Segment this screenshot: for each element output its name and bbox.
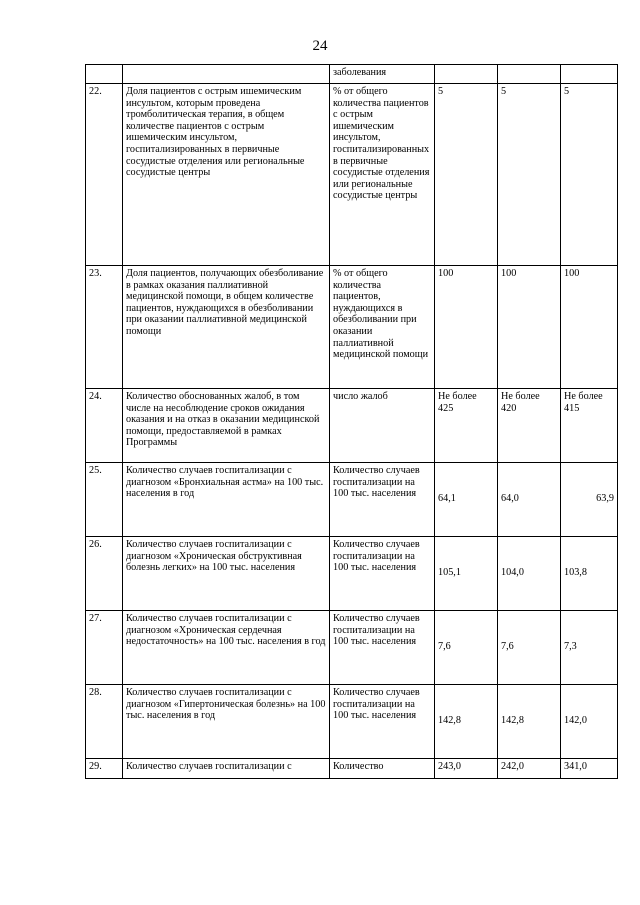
- value-cell: Не более 425: [435, 389, 498, 463]
- indicator-name: Количество случаев госпитализации с диагнозом «Хроническая сердечная недостаточность» на 100 тыс. населения в год: [123, 611, 330, 685]
- row-number: [86, 65, 123, 84]
- table-row: [86, 266, 618, 389]
- value-cell: 7,3: [561, 611, 618, 685]
- indicators-table: [85, 64, 618, 779]
- value-cell: 105,1: [435, 537, 498, 611]
- value-cell: [561, 65, 618, 84]
- unit-cell: Количество случаев госпитализации на 100 тыс. населения: [330, 463, 435, 537]
- value-cell: 142,8: [498, 685, 561, 759]
- value-cell: 5: [498, 84, 561, 266]
- indicator-name: [123, 65, 330, 84]
- row-number: 25.: [86, 463, 123, 537]
- table-row: [86, 537, 618, 611]
- value-cell: 100: [435, 266, 498, 389]
- table-row: [86, 463, 618, 537]
- value-cell: 64,0: [498, 463, 561, 537]
- value-cell: 142,0: [561, 685, 618, 759]
- value-cell: 142,8: [435, 685, 498, 759]
- unit-cell: % от общего количества пациентов с острым ишемическим инсультом, госпитализированных в первичные сосудистые отделения или региональные сосудистые центры: [330, 84, 435, 266]
- value-cell: 104,0: [498, 537, 561, 611]
- row-number: 26.: [86, 537, 123, 611]
- value-cell: 7,6: [435, 611, 498, 685]
- row-number: 23.: [86, 266, 123, 389]
- value-cell: 5: [561, 84, 618, 266]
- unit-cell: Количество случаев госпитализации на 100 тыс. населения: [330, 537, 435, 611]
- value-cell: 5: [435, 84, 498, 266]
- indicator-name: Доля пациентов, получающих обезболивание в рамках оказания паллиативной медицинской помощи, в общем количестве пациентов, нуждающихся в обезболивании при оказании паллиативной медицинской помощи: [123, 266, 330, 389]
- value-cell: 103,8: [561, 537, 618, 611]
- value-cell: Не более 415: [561, 389, 618, 463]
- unit-cell: заболевания: [330, 65, 435, 84]
- unit-cell: Количество: [330, 759, 435, 779]
- indicator-name: Количество обоснованных жалоб, в том числе на несоблюдение сроков ожидания оказания и на отказ в оказании медицинской помощи, предоставляемой в рамках Программы: [123, 389, 330, 463]
- row-number: 28.: [86, 685, 123, 759]
- value-cell: [498, 65, 561, 84]
- unit-cell: число жалоб: [330, 389, 435, 463]
- value-cell: [435, 65, 498, 84]
- indicator-name: Количество случаев госпитализации с диагнозом «Хроническая обструктивная болезнь легких» на 100 тыс. населения: [123, 537, 330, 611]
- row-number: 22.: [86, 84, 123, 266]
- table-row: [86, 685, 618, 759]
- value-cell: 100: [498, 266, 561, 389]
- value-cell: 242,0: [498, 759, 561, 779]
- indicator-name: Количество случаев госпитализации с диагнозом «Гипертоническая болезнь» на 100 тыс. населения в год: [123, 685, 330, 759]
- table-row: [86, 611, 618, 685]
- table-row: [86, 65, 618, 84]
- page-number: 24: [312, 38, 328, 54]
- table-row: [86, 389, 618, 463]
- indicator-name: Количество случаев госпитализации с диагнозом «Бронхиальная астма» на 100 тыс. населения в год: [123, 463, 330, 537]
- value-cell: 243,0: [435, 759, 498, 779]
- value-cell: 7,6: [498, 611, 561, 685]
- table-row: [86, 84, 618, 266]
- value-cell: 341,0: [561, 759, 618, 779]
- indicator-name: Количество случаев госпитализации с: [123, 759, 330, 779]
- value-cell: 64,1: [435, 463, 498, 537]
- unit-cell: Количество случаев госпитализации на 100 тыс. населения: [330, 611, 435, 685]
- table-row: [86, 759, 618, 779]
- value-cell: Не более 420: [498, 389, 561, 463]
- unit-cell: % от общего количества пациентов, нуждающихся в обезболивании при оказании паллиативной медицинской помощи: [330, 266, 435, 389]
- indicator-name: Доля пациентов с острым ишемическим инсультом, которым проведена тромболитическая терапия, в общем количестве пациентов с острым ишемическим инсультом, госпитализированных в первичные сосудистые отделения или региональные сосудистые центры: [123, 84, 330, 266]
- row-number: 29.: [86, 759, 123, 779]
- value-cell: 63,9: [561, 463, 618, 537]
- row-number: 27.: [86, 611, 123, 685]
- value-cell: 100: [561, 266, 618, 389]
- row-number: 24.: [86, 389, 123, 463]
- unit-cell: Количество случаев госпитализации на 100 тыс. населения: [330, 685, 435, 759]
